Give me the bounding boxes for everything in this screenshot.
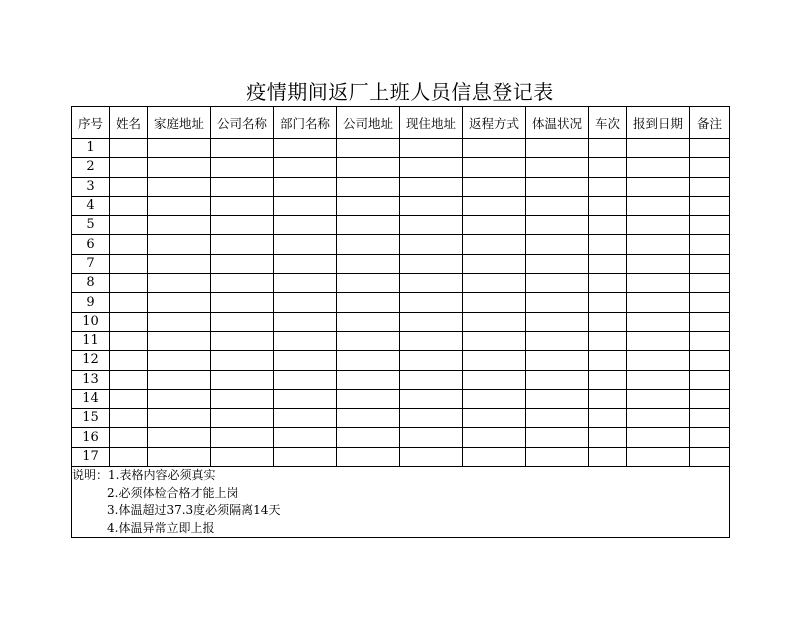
table-row xyxy=(72,293,730,312)
data-cell[interactable] xyxy=(690,370,730,389)
data-cell[interactable] xyxy=(110,370,148,389)
data-cell[interactable] xyxy=(589,351,627,370)
data-cell[interactable] xyxy=(463,409,526,428)
data-cell[interactable] xyxy=(148,293,211,312)
data-cell[interactable] xyxy=(110,331,148,350)
table-row xyxy=(72,428,730,447)
data-cell[interactable] xyxy=(110,254,148,273)
data-cell[interactable] xyxy=(627,312,690,331)
data-cell[interactable] xyxy=(337,254,400,273)
data-cell[interactable] xyxy=(690,331,730,350)
data-cell[interactable] xyxy=(211,312,274,331)
data-cell[interactable] xyxy=(589,254,627,273)
header-row xyxy=(72,107,730,139)
data-cell[interactable] xyxy=(211,370,274,389)
data-cell[interactable] xyxy=(526,158,589,177)
table-row xyxy=(72,312,730,331)
data-cell[interactable] xyxy=(690,254,730,273)
data-cell[interactable] xyxy=(337,331,400,350)
data-cell[interactable] xyxy=(274,216,337,235)
data-cell[interactable] xyxy=(526,351,589,370)
data-cell[interactable] xyxy=(627,351,690,370)
data-cell[interactable] xyxy=(690,216,730,235)
data-cell[interactable] xyxy=(463,216,526,235)
data-cell[interactable] xyxy=(690,177,730,196)
data-cell[interactable] xyxy=(148,254,211,273)
table-row xyxy=(72,274,730,293)
col-header-company-address: 公司地址 xyxy=(337,107,400,139)
data-cell[interactable] xyxy=(463,447,526,466)
data-cell[interactable] xyxy=(463,331,526,350)
row-number-cell: 1 xyxy=(72,139,110,158)
data-cell[interactable] xyxy=(337,293,400,312)
data-cell[interactable] xyxy=(400,409,463,428)
data-cell[interactable] xyxy=(526,389,589,408)
table-row xyxy=(72,409,730,428)
data-cell[interactable] xyxy=(337,235,400,254)
data-cell[interactable] xyxy=(526,235,589,254)
data-cell[interactable] xyxy=(589,312,627,331)
data-cell[interactable] xyxy=(274,447,337,466)
data-cell[interactable] xyxy=(463,274,526,293)
table-row xyxy=(72,331,730,350)
data-cell[interactable] xyxy=(400,158,463,177)
data-cell[interactable] xyxy=(274,351,337,370)
data-cell[interactable] xyxy=(110,312,148,331)
data-cell[interactable] xyxy=(690,274,730,293)
data-cell[interactable] xyxy=(400,254,463,273)
data-cell[interactable] xyxy=(211,274,274,293)
data-cell[interactable] xyxy=(690,158,730,177)
data-cell[interactable] xyxy=(627,274,690,293)
data-cell[interactable] xyxy=(110,158,148,177)
table-row xyxy=(72,177,730,196)
row-number-cell: 4 xyxy=(72,196,110,215)
row-number-cell: 12 xyxy=(72,351,110,370)
data-cell[interactable] xyxy=(211,447,274,466)
data-cell[interactable] xyxy=(690,389,730,408)
data-cell[interactable] xyxy=(627,158,690,177)
data-cell[interactable] xyxy=(400,177,463,196)
table-row xyxy=(72,389,730,408)
row-number-cell: 17 xyxy=(72,447,110,466)
col-header-return-method: 返程方式 xyxy=(463,107,526,139)
data-cell[interactable] xyxy=(148,216,211,235)
data-cell[interactable] xyxy=(690,293,730,312)
data-cell[interactable] xyxy=(211,389,274,408)
data-cell[interactable] xyxy=(148,370,211,389)
row-number-cell: 5 xyxy=(72,216,110,235)
col-header-train-number: 车次 xyxy=(589,107,627,139)
data-cell[interactable] xyxy=(337,216,400,235)
data-cell[interactable] xyxy=(274,293,337,312)
data-cell[interactable] xyxy=(526,428,589,447)
col-header-temperature: 体温状况 xyxy=(526,107,589,139)
data-cell[interactable] xyxy=(400,139,463,158)
data-cell[interactable] xyxy=(627,196,690,215)
data-cell[interactable] xyxy=(690,312,730,331)
data-cell[interactable] xyxy=(526,312,589,331)
table-row xyxy=(72,235,730,254)
data-cell[interactable] xyxy=(463,312,526,331)
data-cell[interactable] xyxy=(148,389,211,408)
data-cell[interactable] xyxy=(110,196,148,215)
data-cell[interactable] xyxy=(211,428,274,447)
notes-first-line xyxy=(72,467,729,485)
col-header-home-address: 家庭地址 xyxy=(148,107,211,139)
data-cell[interactable] xyxy=(526,293,589,312)
data-cell[interactable] xyxy=(337,447,400,466)
data-cell[interactable] xyxy=(463,177,526,196)
data-cell[interactable] xyxy=(211,351,274,370)
row-number-cell: 6 xyxy=(72,235,110,254)
row-number-cell: 16 xyxy=(72,428,110,447)
data-cell[interactable] xyxy=(211,235,274,254)
data-cell[interactable] xyxy=(627,293,690,312)
col-header-report-date: 报到日期 xyxy=(627,107,690,139)
table-body xyxy=(72,139,730,467)
data-cell[interactable] xyxy=(589,177,627,196)
data-cell[interactable] xyxy=(627,428,690,447)
col-header-name: 姓名 xyxy=(110,107,148,139)
data-cell[interactable] xyxy=(690,351,730,370)
data-cell[interactable] xyxy=(690,447,730,466)
data-cell[interactable] xyxy=(589,139,627,158)
data-cell[interactable] xyxy=(400,312,463,331)
data-cell[interactable] xyxy=(148,312,211,331)
table-row xyxy=(72,196,730,215)
note-item-2: 2.必须体检合格才能上岗 xyxy=(107,485,239,500)
data-cell[interactable] xyxy=(589,274,627,293)
data-cell[interactable] xyxy=(337,177,400,196)
data-cell[interactable] xyxy=(400,447,463,466)
data-cell[interactable] xyxy=(463,196,526,215)
data-cell[interactable] xyxy=(589,447,627,466)
data-cell[interactable] xyxy=(526,447,589,466)
data-cell[interactable] xyxy=(110,389,148,408)
data-cell[interactable] xyxy=(463,293,526,312)
data-cell[interactable] xyxy=(627,409,690,428)
note-item-1: 1.表格内容必须真实 xyxy=(108,468,216,483)
data-cell[interactable] xyxy=(110,351,148,370)
data-cell[interactable] xyxy=(589,196,627,215)
data-cell[interactable] xyxy=(110,235,148,254)
data-cell[interactable] xyxy=(110,177,148,196)
data-cell[interactable] xyxy=(337,312,400,331)
note-item-3: 3.体温超过37.3度必须隔离14天 xyxy=(107,503,281,518)
table-row xyxy=(72,139,730,158)
table-row xyxy=(72,216,730,235)
data-cell[interactable] xyxy=(526,216,589,235)
data-cell[interactable] xyxy=(526,409,589,428)
data-cell[interactable] xyxy=(148,331,211,350)
data-cell[interactable] xyxy=(589,428,627,447)
data-cell[interactable] xyxy=(274,428,337,447)
data-cell[interactable] xyxy=(463,158,526,177)
data-cell[interactable] xyxy=(274,177,337,196)
data-cell[interactable] xyxy=(274,254,337,273)
data-cell[interactable] xyxy=(589,370,627,389)
row-number-cell: 10 xyxy=(72,312,110,331)
row-number-cell: 7 xyxy=(72,254,110,273)
data-cell[interactable] xyxy=(337,139,400,158)
data-cell[interactable] xyxy=(148,177,211,196)
data-cell[interactable] xyxy=(110,428,148,447)
data-cell[interactable] xyxy=(526,331,589,350)
data-cell[interactable] xyxy=(400,196,463,215)
table-row xyxy=(72,370,730,389)
col-header-company-name: 公司名称 xyxy=(211,107,274,139)
data-cell[interactable] xyxy=(463,370,526,389)
data-cell[interactable] xyxy=(148,158,211,177)
data-cell[interactable] xyxy=(211,196,274,215)
registration-table xyxy=(71,106,730,538)
data-cell[interactable] xyxy=(627,235,690,254)
col-header-current-address: 现住地址 xyxy=(400,107,463,139)
data-cell[interactable] xyxy=(589,235,627,254)
data-cell[interactable] xyxy=(690,428,730,447)
data-cell[interactable] xyxy=(211,139,274,158)
row-number-cell: 2 xyxy=(72,158,110,177)
data-cell[interactable] xyxy=(337,158,400,177)
data-cell[interactable] xyxy=(400,274,463,293)
data-cell[interactable] xyxy=(463,428,526,447)
row-number-cell: 8 xyxy=(72,274,110,293)
data-cell[interactable] xyxy=(337,370,400,389)
table-row xyxy=(72,254,730,273)
data-cell[interactable] xyxy=(337,351,400,370)
data-cell[interactable] xyxy=(627,389,690,408)
notes-row xyxy=(72,467,730,538)
data-cell[interactable] xyxy=(463,254,526,273)
data-cell[interactable] xyxy=(148,274,211,293)
data-cell[interactable] xyxy=(148,196,211,215)
data-cell[interactable] xyxy=(400,235,463,254)
sheet-title: 疫情期间返厂上班人员信息登记表 xyxy=(246,80,554,104)
data-cell[interactable] xyxy=(627,331,690,350)
data-cell[interactable] xyxy=(463,139,526,158)
data-cell[interactable] xyxy=(274,158,337,177)
data-cell[interactable] xyxy=(211,254,274,273)
data-cell[interactable] xyxy=(337,196,400,215)
col-header-seq: 序号 xyxy=(72,107,110,139)
table-row xyxy=(72,447,730,466)
data-cell[interactable] xyxy=(526,274,589,293)
data-cell[interactable] xyxy=(627,177,690,196)
row-number-cell: 13 xyxy=(72,370,110,389)
data-cell[interactable] xyxy=(589,409,627,428)
data-cell[interactable] xyxy=(274,196,337,215)
data-cell[interactable] xyxy=(690,196,730,215)
data-cell[interactable] xyxy=(526,254,589,273)
table-row xyxy=(72,158,730,177)
notes-cell xyxy=(72,467,730,538)
data-cell[interactable] xyxy=(690,409,730,428)
data-cell[interactable] xyxy=(526,370,589,389)
data-cell[interactable] xyxy=(211,177,274,196)
data-cell[interactable] xyxy=(400,331,463,350)
data-cell[interactable] xyxy=(110,293,148,312)
row-number-cell: 11 xyxy=(72,331,110,350)
data-cell[interactable] xyxy=(589,293,627,312)
data-cell[interactable] xyxy=(589,216,627,235)
data-cell[interactable] xyxy=(400,428,463,447)
table-row xyxy=(72,351,730,370)
data-cell[interactable] xyxy=(627,370,690,389)
data-cell[interactable] xyxy=(148,139,211,158)
data-cell[interactable] xyxy=(627,447,690,466)
data-cell[interactable] xyxy=(526,177,589,196)
data-cell[interactable] xyxy=(400,216,463,235)
note-item-4: 4.体温异常立即上报 xyxy=(107,520,215,535)
data-cell[interactable] xyxy=(526,196,589,215)
registration-sheet xyxy=(71,78,729,538)
data-cell[interactable] xyxy=(274,312,337,331)
data-cell[interactable] xyxy=(589,158,627,177)
data-cell[interactable] xyxy=(274,235,337,254)
data-cell[interactable] xyxy=(526,139,589,158)
col-header-department: 部门名称 xyxy=(274,107,337,139)
data-cell[interactable] xyxy=(110,447,148,466)
data-cell[interactable] xyxy=(211,216,274,235)
data-cell[interactable] xyxy=(274,370,337,389)
data-cell[interactable] xyxy=(463,389,526,408)
data-cell[interactable] xyxy=(148,447,211,466)
data-cell[interactable] xyxy=(337,409,400,428)
data-cell[interactable] xyxy=(110,139,148,158)
row-number-cell: 15 xyxy=(72,409,110,428)
data-cell[interactable] xyxy=(211,158,274,177)
data-cell[interactable] xyxy=(400,370,463,389)
data-cell[interactable] xyxy=(110,216,148,235)
data-cell[interactable] xyxy=(148,428,211,447)
data-cell[interactable] xyxy=(274,389,337,408)
data-cell[interactable] xyxy=(337,389,400,408)
data-cell[interactable] xyxy=(400,293,463,312)
data-cell[interactable] xyxy=(589,389,627,408)
data-cell[interactable] xyxy=(148,409,211,428)
data-cell[interactable] xyxy=(148,351,211,370)
data-cell[interactable] xyxy=(211,293,274,312)
row-number-cell: 9 xyxy=(72,293,110,312)
data-cell[interactable] xyxy=(110,409,148,428)
notes-prefix: 说明： xyxy=(72,468,109,483)
data-cell[interactable] xyxy=(463,235,526,254)
data-cell[interactable] xyxy=(148,235,211,254)
data-cell[interactable] xyxy=(274,139,337,158)
data-cell[interactable] xyxy=(690,139,730,158)
data-cell[interactable] xyxy=(274,274,337,293)
data-cell[interactable] xyxy=(627,216,690,235)
data-cell[interactable] xyxy=(337,428,400,447)
data-cell[interactable] xyxy=(274,409,337,428)
data-cell[interactable] xyxy=(690,235,730,254)
data-cell[interactable] xyxy=(211,409,274,428)
col-header-remarks: 备注 xyxy=(690,107,730,139)
data-cell[interactable] xyxy=(110,274,148,293)
data-cell[interactable] xyxy=(400,351,463,370)
row-number-cell: 3 xyxy=(72,177,110,196)
data-cell[interactable] xyxy=(337,274,400,293)
data-cell[interactable] xyxy=(274,331,337,350)
row-number-cell: 14 xyxy=(72,389,110,408)
data-cell[interactable] xyxy=(211,331,274,350)
data-cell[interactable] xyxy=(589,331,627,350)
data-cell[interactable] xyxy=(400,389,463,408)
data-cell[interactable] xyxy=(627,139,690,158)
data-cell[interactable] xyxy=(463,351,526,370)
data-cell[interactable] xyxy=(627,254,690,273)
